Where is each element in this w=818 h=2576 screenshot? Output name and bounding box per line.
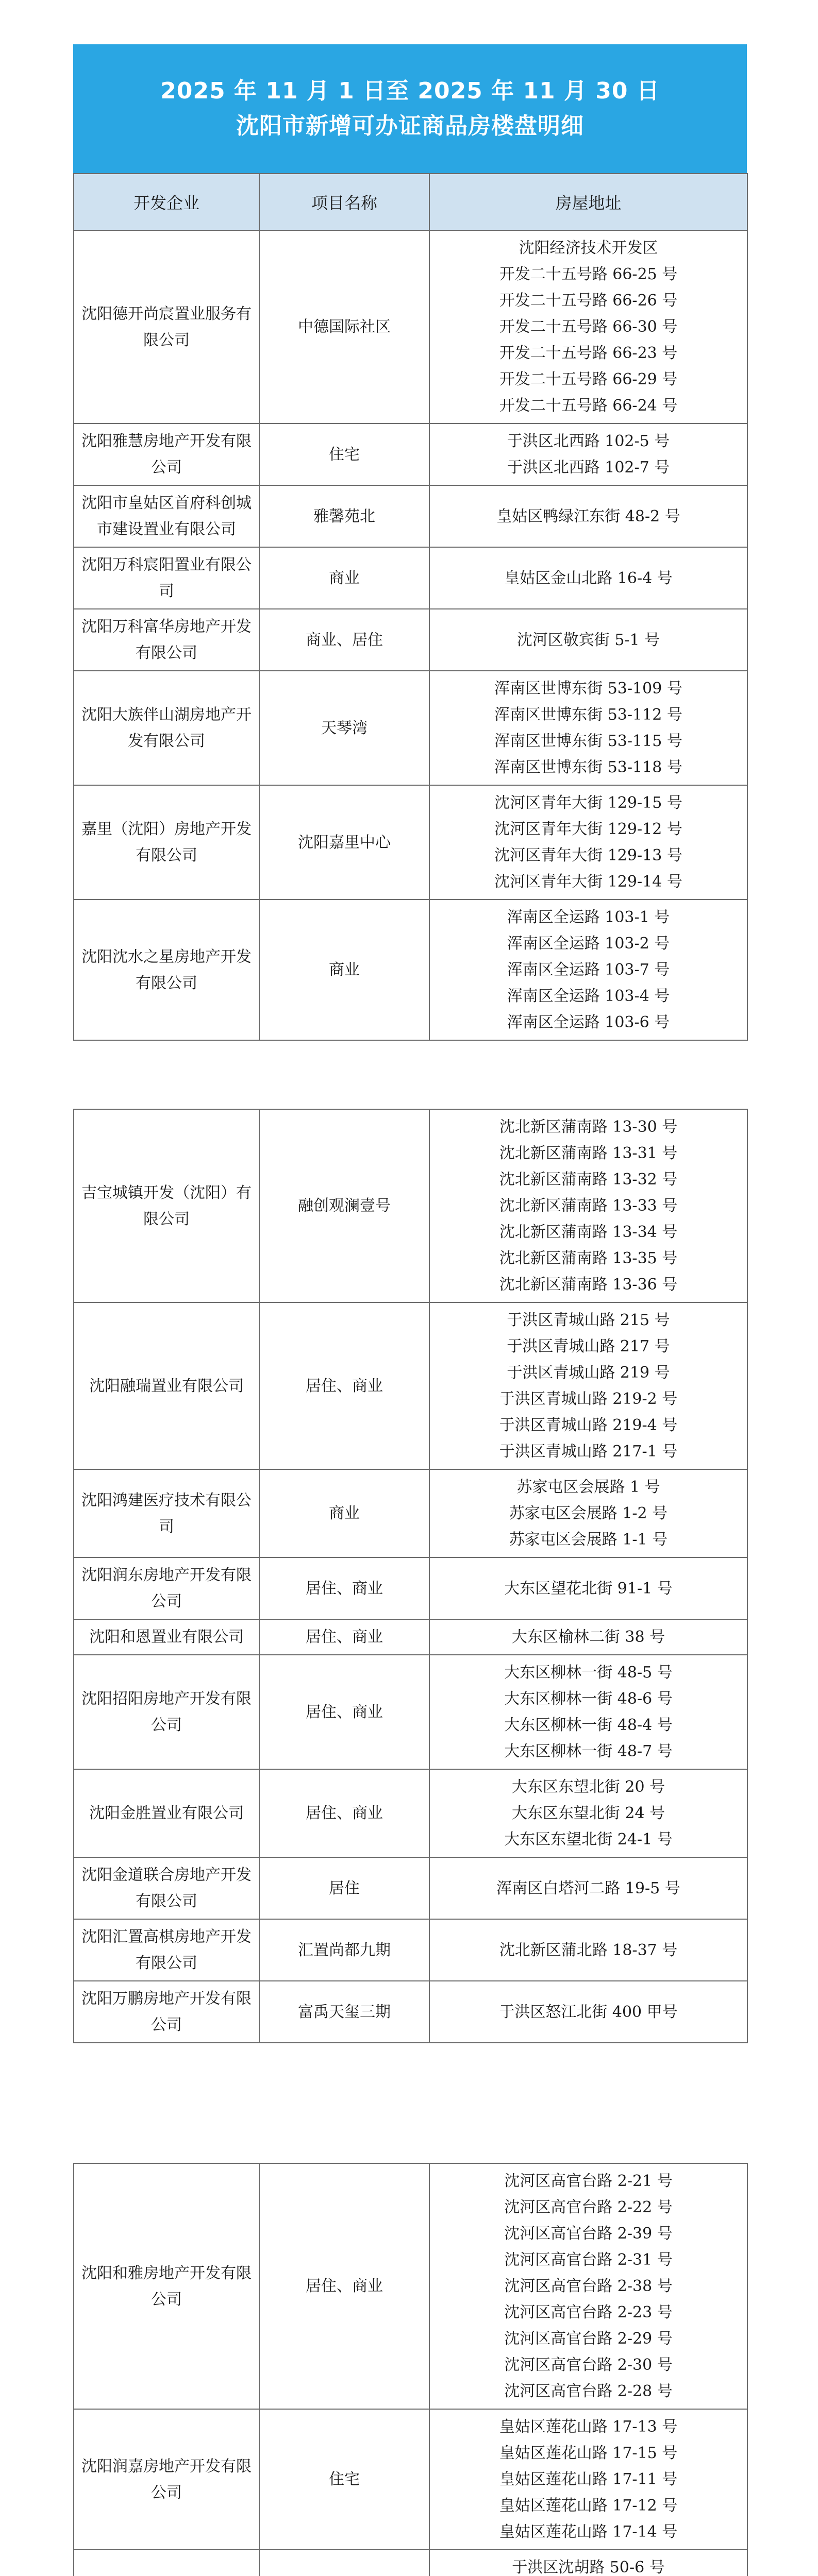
address-cell bbox=[429, 1655, 747, 1769]
developer-cell: 吉宝城镇开发（沈阳）有限公司 bbox=[74, 1109, 259, 1302]
table-row bbox=[74, 1981, 747, 2043]
address-cell bbox=[429, 2409, 747, 2550]
address-line: 浑南区世博东街 53-109 号 bbox=[494, 680, 682, 698]
developer-cell bbox=[74, 2550, 259, 2576]
project-cell: 居住、商业 bbox=[259, 2163, 429, 2409]
address-cell bbox=[429, 1769, 747, 1857]
table-row bbox=[74, 1857, 747, 1919]
address-line: 沈河区高官台路 2-21 号 bbox=[504, 2172, 673, 2190]
table-row bbox=[74, 671, 747, 785]
address-line: 沈河区敬宾街 5-1 号 bbox=[516, 631, 660, 649]
address-line: 沈河区青年大街 129-13 号 bbox=[494, 846, 682, 865]
table-row bbox=[74, 609, 747, 671]
address-line: 沈北新区蒲北路 18-37 号 bbox=[499, 1941, 678, 1959]
address-line: 大东区榆林二街 38 号 bbox=[511, 1628, 665, 1646]
project-cell: 居住 bbox=[259, 1857, 429, 1919]
developer-cell: 沈阳融瑞置业有限公司 bbox=[74, 1302, 259, 1469]
developer-cell: 沈阳润嘉房地产开发有限公司 bbox=[74, 2409, 259, 2550]
address-line: 沈河区青年大街 129-12 号 bbox=[494, 820, 682, 838]
developer-cell: 沈阳鸿建医疗技术有限公司 bbox=[74, 1469, 259, 1557]
developer-cell: 嘉里（沈阳）房地产开发有限公司 bbox=[74, 785, 259, 900]
address-line: 沈河区高官台路 2-38 号 bbox=[504, 2277, 673, 2295]
project-cell: 居住、商业 bbox=[259, 1619, 429, 1655]
project-cell: 居住、商业 bbox=[259, 1655, 429, 1769]
address-line: 沈河区青年大街 129-14 号 bbox=[494, 873, 682, 891]
project-cell: 居住、商业 bbox=[259, 1557, 429, 1619]
header-address: 房屋地址 bbox=[429, 174, 747, 230]
table-row bbox=[74, 423, 747, 485]
address-cell bbox=[429, 485, 747, 547]
address-line: 于洪区青城山路 219-4 号 bbox=[499, 1416, 678, 1434]
address-line: 大东区东望北街 20 号 bbox=[511, 1778, 665, 1796]
address-line: 皇姑区莲花山路 17-13 号 bbox=[499, 2418, 678, 2436]
address-line: 沈河区高官台路 2-39 号 bbox=[504, 2225, 673, 2243]
developer-cell: 沈阳汇置高棋房地产开发有限公司 bbox=[74, 1919, 259, 1981]
address-cell bbox=[429, 900, 747, 1040]
address-line: 苏家屯区会展路 1 号 bbox=[516, 1478, 660, 1496]
table-row bbox=[74, 230, 747, 423]
developer-cell: 沈阳和恩置业有限公司 bbox=[74, 1619, 259, 1655]
address-line: 浑南区全运路 103-1 号 bbox=[507, 908, 670, 926]
address-cell bbox=[429, 1109, 747, 1302]
table-row bbox=[74, 785, 747, 900]
address-line: 浑南区世博东街 53-118 号 bbox=[494, 758, 682, 776]
address-line: 于洪区青城山路 217-1 号 bbox=[499, 1443, 678, 1461]
project-cell: 融创观澜壹号 bbox=[259, 1109, 429, 1302]
address-line: 沈河区高官台路 2-31 号 bbox=[504, 2251, 673, 2269]
address-cell bbox=[429, 785, 747, 900]
developer-cell: 沈阳德开尚宸置业服务有限公司 bbox=[74, 230, 259, 423]
address-line: 大东区东望北街 24-1 号 bbox=[504, 1831, 673, 1849]
address-line: 沈河区高官台路 2-23 号 bbox=[504, 2303, 673, 2321]
address-line: 大东区望花北街 91-1 号 bbox=[504, 1579, 673, 1598]
project-cell: 天琴湾 bbox=[259, 671, 429, 785]
address-line: 于洪区北西路 102-7 号 bbox=[507, 459, 670, 477]
table-row bbox=[74, 900, 747, 1040]
address-line: 浑南区白塔河二路 19-5 号 bbox=[496, 1879, 680, 1897]
developer-cell: 沈阳万鹏房地产开发有限公司 bbox=[74, 1981, 259, 2043]
address-line: 于洪区沈胡路 50-6 号 bbox=[512, 2558, 665, 2576]
address-cell bbox=[429, 1857, 747, 1919]
address-line: 皇姑区莲花山路 17-14 号 bbox=[499, 2523, 678, 2541]
address-cell bbox=[429, 609, 747, 671]
address-line: 沈北新区蒲南路 13-31 号 bbox=[499, 1144, 678, 1162]
table-row bbox=[74, 2163, 747, 2409]
listing-table bbox=[73, 173, 748, 1041]
project-cell: 住宅 bbox=[259, 423, 429, 485]
address-line: 沈北新区蒲南路 13-34 号 bbox=[499, 1223, 678, 1241]
listing-table bbox=[73, 2163, 748, 2576]
address-line: 于洪区青城山路 217 号 bbox=[507, 1337, 670, 1355]
project-cell: 雅馨苑北 bbox=[259, 485, 429, 547]
developer-cell: 沈阳雅慧房地产开发有限公司 bbox=[74, 423, 259, 485]
address-line: 开发二十五号路 66-23 号 bbox=[499, 344, 678, 362]
table-row bbox=[74, 2550, 747, 2576]
address-line: 开发二十五号路 66-26 号 bbox=[499, 292, 678, 310]
table-row bbox=[74, 1655, 747, 1769]
address-cell bbox=[429, 423, 747, 485]
address-cell bbox=[429, 1557, 747, 1619]
title-banner bbox=[73, 44, 747, 173]
address-line: 浑南区世博东街 53-115 号 bbox=[494, 732, 682, 750]
address-line: 苏家屯区会展路 1-1 号 bbox=[509, 1531, 668, 1549]
table-row bbox=[74, 1557, 747, 1619]
address-line: 于洪区青城山路 219-2 号 bbox=[499, 1390, 678, 1408]
address-line: 浑南区全运路 103-7 号 bbox=[507, 961, 670, 979]
address-cell bbox=[429, 1469, 747, 1557]
address-line: 沈北新区蒲南路 13-32 号 bbox=[499, 1171, 678, 1189]
address-line: 大东区东望北街 24 号 bbox=[511, 1804, 665, 1822]
title-date-range: 2025 年 11 月 1 日至 2025 年 11 月 30 日 bbox=[160, 78, 660, 104]
project-cell: 居住、商业 bbox=[259, 1769, 429, 1857]
project-cell: 商业、居住 bbox=[259, 609, 429, 671]
project-cell: 富禹天玺三期 bbox=[259, 1981, 429, 2043]
table-row bbox=[74, 1302, 747, 1469]
address-cell bbox=[429, 2163, 747, 2409]
address-line: 沈河区高官台路 2-28 号 bbox=[504, 2382, 673, 2400]
address-line: 开发二十五号路 66-24 号 bbox=[499, 397, 678, 415]
developer-cell: 沈阳招阳房地产开发有限公司 bbox=[74, 1655, 259, 1769]
address-line: 于洪区北西路 102-5 号 bbox=[507, 432, 670, 450]
table-row bbox=[74, 485, 747, 547]
address-line: 沈北新区蒲南路 13-35 号 bbox=[499, 1249, 678, 1267]
header-project: 项目名称 bbox=[259, 174, 429, 230]
table-row bbox=[74, 1109, 747, 1302]
developer-cell: 沈阳万科富华房地产开发有限公司 bbox=[74, 609, 259, 671]
developer-cell: 沈阳万科宸阳置业有限公司 bbox=[74, 547, 259, 609]
address-line: 苏家屯区会展路 1-2 号 bbox=[509, 1504, 668, 1522]
address-line: 沈北新区蒲南路 13-30 号 bbox=[499, 1118, 678, 1136]
address-cell bbox=[429, 547, 747, 609]
project-cell: 居住、商业 bbox=[259, 1302, 429, 1469]
address-line: 皇姑区鸭绿江东街 48-2 号 bbox=[496, 507, 680, 526]
developer-cell: 沈阳市皇姑区首府科创城市建设置业有限公司 bbox=[74, 485, 259, 547]
address-cell bbox=[429, 1619, 747, 1655]
address-line: 沈河区高官台路 2-30 号 bbox=[504, 2356, 673, 2374]
developer-cell: 沈阳金胜置业有限公司 bbox=[74, 1769, 259, 1857]
address-line: 皇姑区莲花山路 17-11 号 bbox=[499, 2470, 678, 2488]
table-row bbox=[74, 1769, 747, 1857]
project-cell: 商业 bbox=[259, 1469, 429, 1557]
address-line: 皇姑区莲花山路 17-15 号 bbox=[499, 2444, 678, 2462]
title-main: 沈阳市新增可办证商品房楼盘明细 bbox=[236, 113, 584, 139]
header-developer: 开发企业 bbox=[74, 174, 259, 230]
address-line: 大东区柳林一街 48-7 号 bbox=[504, 1742, 673, 1760]
address-line: 皇姑区金山北路 16-4 号 bbox=[504, 569, 673, 587]
address-cell bbox=[429, 1302, 747, 1469]
address-line: 沈北新区蒲南路 13-33 号 bbox=[499, 1197, 678, 1215]
table-row bbox=[74, 1919, 747, 1981]
address-line: 大东区柳林一街 48-5 号 bbox=[504, 1664, 673, 1682]
address-line: 沈河区高官台路 2-22 号 bbox=[504, 2198, 673, 2216]
address-cell bbox=[429, 671, 747, 785]
address-line: 浑南区全运路 103-6 号 bbox=[507, 1013, 670, 1031]
listing-section-2 bbox=[73, 1109, 747, 2043]
address-line: 开发二十五号路 66-25 号 bbox=[499, 265, 678, 283]
address-line: 沈河区高官台路 2-29 号 bbox=[504, 2330, 673, 2348]
address-line: 皇姑区莲花山路 17-12 号 bbox=[499, 2497, 678, 2515]
table-row bbox=[74, 547, 747, 609]
address-cell bbox=[429, 1919, 747, 1981]
address-line: 大东区柳林一街 48-6 号 bbox=[504, 1690, 673, 1708]
address-line: 大东区柳林一街 48-4 号 bbox=[504, 1716, 673, 1734]
address-line: 浑南区全运路 103-4 号 bbox=[507, 987, 670, 1005]
address-line: 于洪区青城山路 219 号 bbox=[507, 1364, 670, 1382]
address-line: 沈河区青年大街 129-15 号 bbox=[494, 794, 682, 812]
developer-cell: 沈阳金道联合房地产开发有限公司 bbox=[74, 1857, 259, 1919]
address-line: 浑南区全运路 103-2 号 bbox=[507, 935, 670, 953]
project-cell bbox=[259, 2550, 429, 2576]
address-line: 沈阳经济技术开发区 bbox=[519, 239, 658, 257]
project-cell: 住宅 bbox=[259, 2409, 429, 2550]
listing-section-3 bbox=[73, 2163, 747, 2576]
address-line: 浑南区世博东街 53-112 号 bbox=[494, 706, 682, 724]
developer-cell: 沈阳沈水之星房地产开发有限公司 bbox=[74, 900, 259, 1040]
developer-cell: 沈阳润东房地产开发有限公司 bbox=[74, 1557, 259, 1619]
project-cell: 中德国际社区 bbox=[259, 230, 429, 423]
table-row bbox=[74, 1619, 747, 1655]
address-line: 沈北新区蒲南路 13-36 号 bbox=[499, 1276, 678, 1294]
address-cell bbox=[429, 230, 747, 423]
table-row bbox=[74, 2409, 747, 2550]
address-line: 于洪区怒江北街 400 甲号 bbox=[499, 2003, 678, 2021]
address-cell bbox=[429, 2550, 747, 2576]
developer-cell: 沈阳大族伴山湖房地产开发有限公司 bbox=[74, 671, 259, 785]
address-cell bbox=[429, 1981, 747, 2043]
table-row bbox=[74, 1469, 747, 1557]
address-line: 于洪区青城山路 215 号 bbox=[507, 1311, 670, 1329]
project-cell: 商业 bbox=[259, 547, 429, 609]
project-cell: 商业 bbox=[259, 900, 429, 1040]
developer-cell: 沈阳和雅房地产开发有限公司 bbox=[74, 2163, 259, 2409]
address-line: 开发二十五号路 66-30 号 bbox=[499, 318, 678, 336]
listing-table bbox=[73, 1109, 748, 2043]
project-cell: 汇置尚都九期 bbox=[259, 1919, 429, 1981]
header-row bbox=[74, 174, 747, 230]
address-line: 开发二十五号路 66-29 号 bbox=[499, 370, 678, 388]
project-cell: 沈阳嘉里中心 bbox=[259, 785, 429, 900]
listing-section-1 bbox=[73, 44, 747, 1041]
